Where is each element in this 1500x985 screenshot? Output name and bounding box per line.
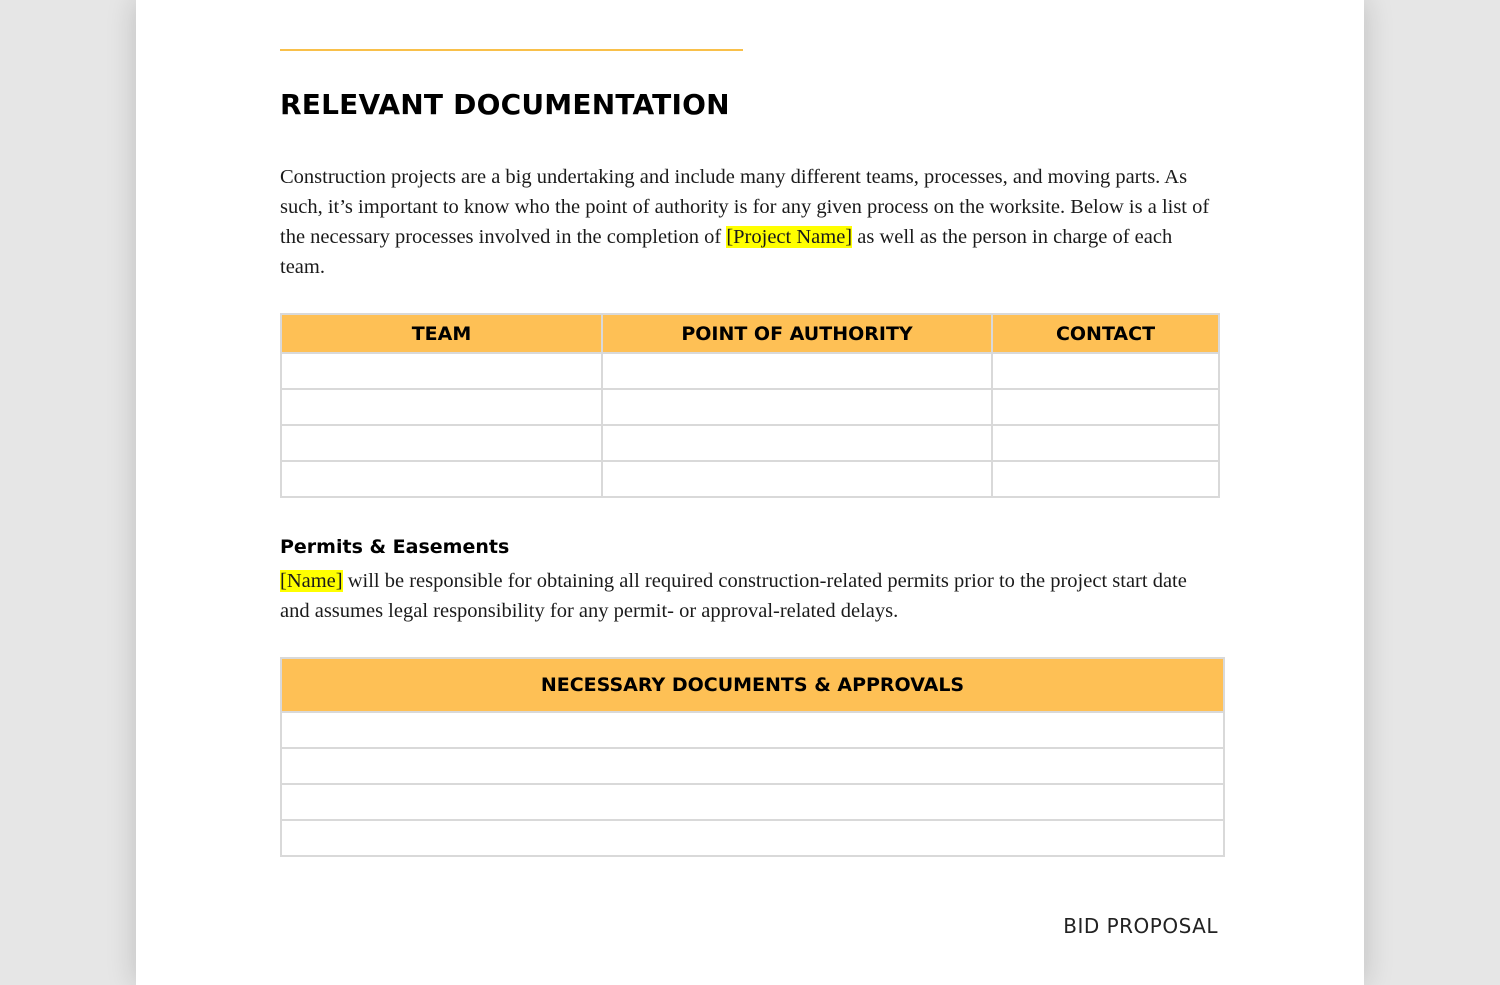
team-cell[interactable] — [281, 461, 602, 497]
header-contact: CONTACT — [992, 314, 1219, 353]
header-team: TEAM — [281, 314, 602, 353]
document-cell[interactable] — [281, 784, 1224, 820]
authority-cell[interactable] — [602, 425, 992, 461]
permits-paragraph — [280, 566, 1215, 626]
team-cell[interactable] — [281, 389, 602, 425]
document-cell[interactable] — [281, 748, 1224, 784]
documents-table-header-row — [281, 658, 1224, 712]
page-title: RELEVANT DOCUMENTATION — [280, 88, 730, 121]
table-row — [281, 784, 1224, 820]
contact-cell[interactable] — [992, 425, 1219, 461]
table-row — [281, 820, 1224, 856]
contact-cell[interactable] — [992, 461, 1219, 497]
name-placeholder[interactable]: [Name] — [280, 570, 343, 592]
intro-paragraph — [280, 162, 1215, 282]
table-row — [281, 353, 1219, 389]
table-row — [281, 748, 1224, 784]
footer-label: BID PROPOSAL — [1063, 914, 1218, 938]
accent-rule — [280, 49, 743, 51]
authority-cell[interactable] — [602, 389, 992, 425]
document-cell[interactable] — [281, 820, 1224, 856]
permits-text: will be responsible for obtaining all required construction-related permits prior to the project start date and assumes legal responsibility for any permit- or approval-related delays. — [280, 570, 1187, 622]
permits-heading: Permits & Easements — [280, 536, 510, 558]
team-cell[interactable] — [281, 425, 602, 461]
authority-cell[interactable] — [602, 461, 992, 497]
authority-table-header-row — [281, 314, 1219, 353]
authority-cell[interactable] — [602, 353, 992, 389]
contact-cell[interactable] — [992, 353, 1219, 389]
table-row — [281, 389, 1219, 425]
authority-table — [280, 313, 1220, 498]
table-row — [281, 712, 1224, 748]
team-cell[interactable] — [281, 353, 602, 389]
header-point-of-authority: POINT OF AUTHORITY — [602, 314, 992, 353]
project-name-placeholder[interactable]: [Project Name] — [726, 226, 853, 248]
table-row — [281, 461, 1219, 497]
documents-table — [280, 657, 1225, 857]
header-necessary-documents: NECESSARY DOCUMENTS & APPROVALS — [281, 658, 1224, 712]
document-page — [136, 0, 1364, 985]
intro-text-before: Construction projects are a big undertaking and include many different teams, processes, and moving parts. As such, it’s important to know who the point of authority is for any given process on the worksite. Below is a list of the necessary processes involved in the completion of — [280, 166, 1210, 248]
document-cell[interactable] — [281, 712, 1224, 748]
contact-cell[interactable] — [992, 389, 1219, 425]
intro-text-after: as well as the person in charge of each team. — [280, 226, 1173, 278]
table-row — [281, 425, 1219, 461]
